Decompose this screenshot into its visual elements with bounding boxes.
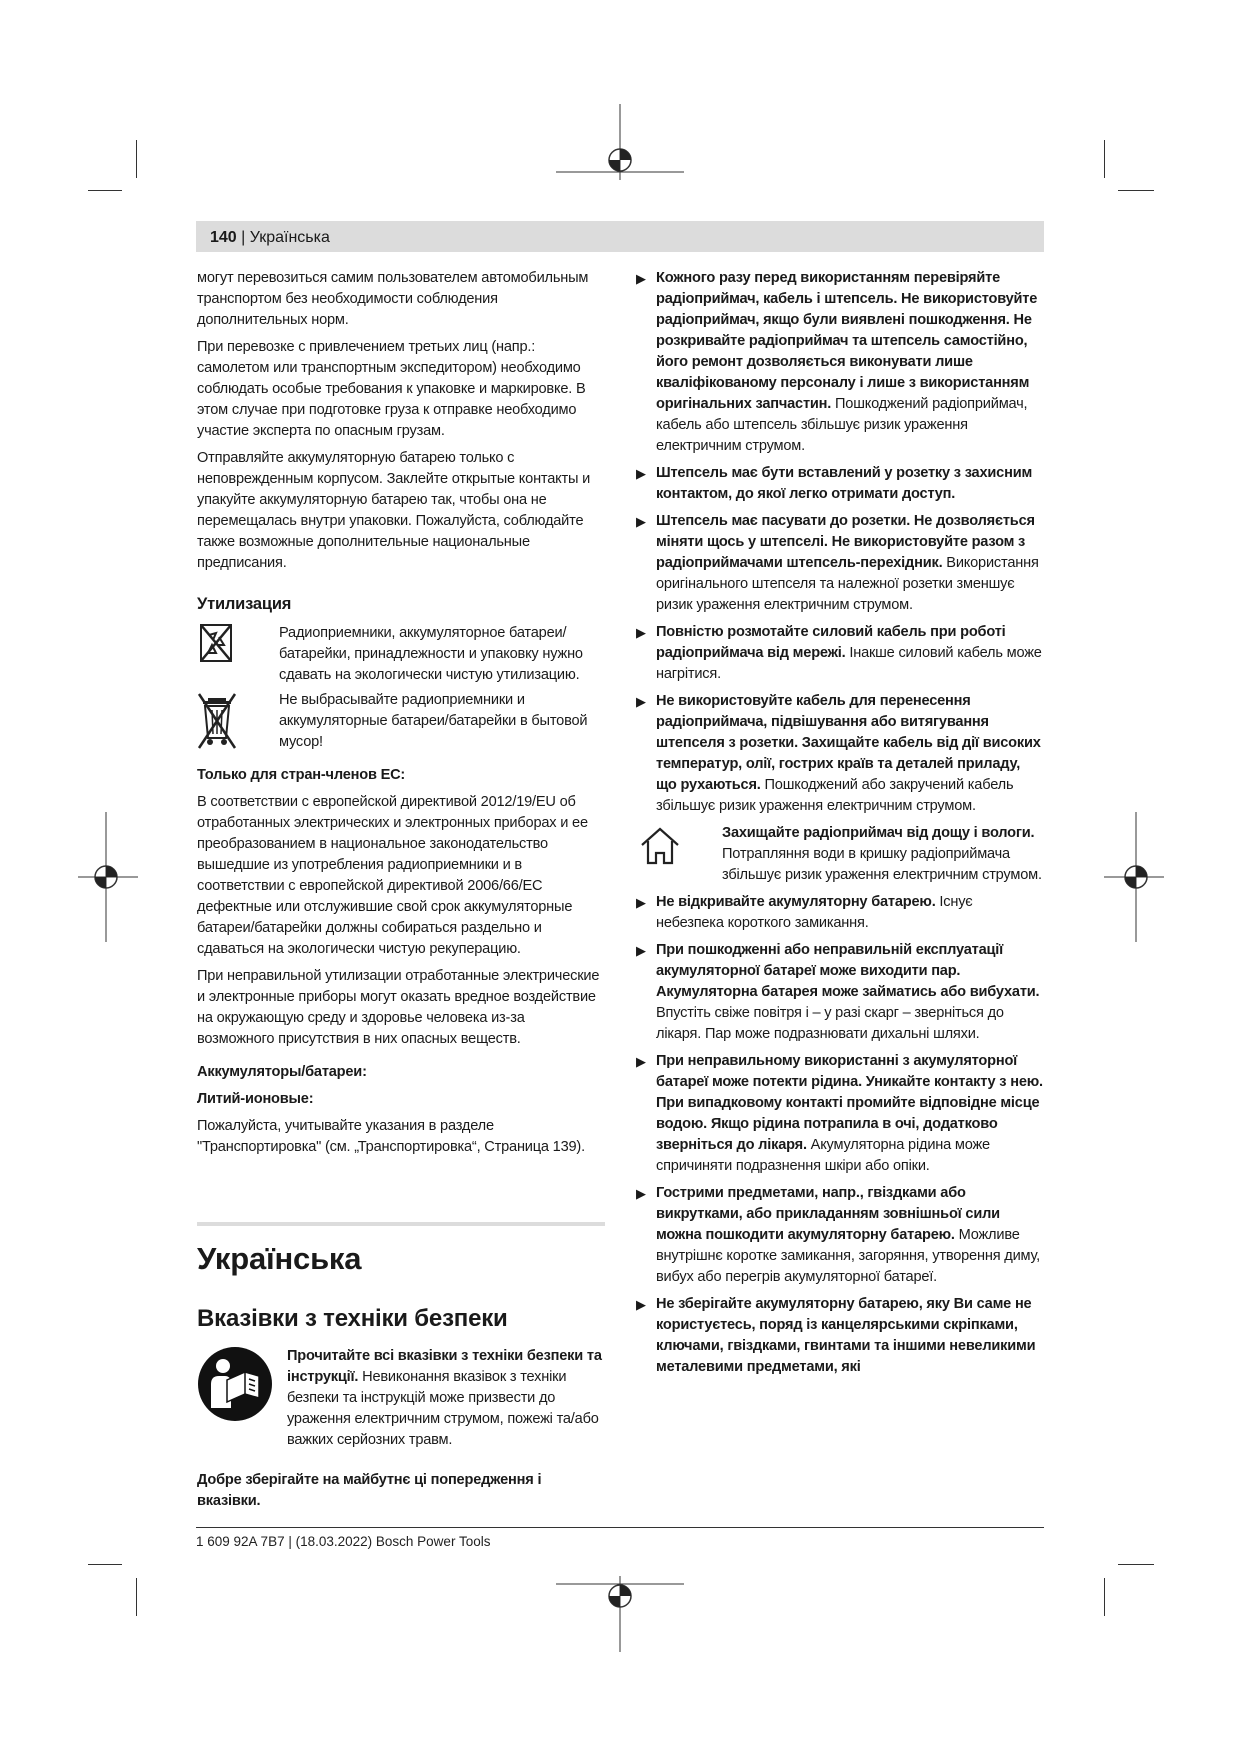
footer-rule [196, 1527, 1044, 1528]
bullet-text: Інакше силовий кабель може нагрітися. [656, 645, 1042, 682]
section-separator [197, 1222, 605, 1226]
transport-paragraph: Отправляйте аккумуляторную батарею только с неповрежденным корпусом. Заклейте открытые контакты и упакуйте аккумуляторную батарею так, чтобы она не перемещалась внутри упаковки. Пожалуйста, соблюдайте также возможные дополнительные национальные предписания. [197, 450, 591, 571]
bullet-text: Використання оригінального штепселя та належної розетки зменшує ризик ураження електричним струмом. [656, 555, 1039, 613]
safety-bullet [636, 1183, 1044, 1288]
registration-mark-icon [1104, 812, 1164, 942]
safety-bullet [636, 940, 1044, 1045]
keep-instructions: Добре зберігайте на майбутнє ці попередження і вказівки. [197, 1472, 542, 1509]
bullet-arrow-icon: ▶ [636, 625, 646, 640]
bullet-arrow-icon: ▶ [636, 514, 646, 529]
footer: 1 609 92A 7B7 | (18.03.2022) Bosch Power Tools [196, 1534, 491, 1549]
bullet-arrow-icon: ▶ [636, 466, 646, 481]
bullet-bold-text: При неправильному використанні з акумуляторної батареї може потекти рідина. Уникайте контакту з нею. При випадковому контакті промийте відповідне місце водою. Якщо рідина потрапила в очі, додатково зверніться до лікаря. [656, 1053, 1043, 1153]
moisture-warning-text: Потрапляння води в кришку радіоприймача збільшує ризик ураження електричним струмом. [722, 846, 1042, 883]
bullet-text: Акумуляторна рідина може спричиняти подразнення шкіри або опіки. [656, 1137, 990, 1174]
registration-mark-icon [78, 812, 138, 942]
liion-heading: Литий-ионовые: [197, 1091, 314, 1107]
bullet-arrow-icon: ▶ [636, 895, 646, 910]
registration-mark-icon [552, 1576, 688, 1652]
header-language: Українська [249, 229, 330, 246]
safety-intro-text [287, 1346, 605, 1451]
bullet-bold-text: Штепсель має пасувати до розетки. Не дозволяється міняти щось у штепселі. Не використовуйте разом з радіоприймачами штепсель-перехідник. [656, 513, 1035, 571]
bullet-bold-text: Гострими предметами, напр., гвіздками або викрутками, або прикладанням зовнішньої сили можна пошкодити акумуляторну батарею. [656, 1185, 1000, 1243]
bullet-bold-text: Штепсель має бути вставлений у розетку з захисним контактом, до якої легко отримати доступ. [656, 465, 1033, 502]
bullet-bold-text: Повністю розмотайте силовий кабель при роботі радіоприймача від мережі. [656, 624, 1006, 661]
disposal-bin-text: Не выбрасывайте радиоприемники и аккумуляторные батареи/батарейки в бытовой мусор! [279, 692, 588, 750]
crossed-out-bin-icon [197, 690, 237, 752]
right-column [636, 268, 1044, 1384]
bullet-arrow-icon: ▶ [636, 271, 646, 286]
house-indoor-icon [638, 825, 682, 867]
bullet-text: Існує небезпека короткого замикання. [656, 894, 973, 931]
bullet-arrow-icon: ▶ [636, 1054, 646, 1069]
bullet-text: Пошкоджений або закручений кабель збільшує ризик ураження електричним струмом. [656, 777, 1014, 814]
liion-paragraph: Пожалуйста, учитывайте указания в разделе "Транспортировка" (см. „Транспортировка“, Страница 139). [197, 1118, 585, 1155]
bullet-bold-text: При пошкодженні або неправильній експлуатації акумуляторної батареї може виходити пар. Акумуляторна батарея може займатись або вибухати. [656, 942, 1040, 1000]
page-header [210, 228, 330, 248]
read-manual-icon [197, 1346, 273, 1422]
transport-paragraph: При перевозке с привлечением третьих лиц (напр.: самолетом или транспортным экспедитором) необходимо соблюдать особые требования к упаковке и маркировке. В этом случае при подготовке груза к отправке необходимо участие эксперта по опасным грузам. [197, 339, 586, 439]
safety-bullet [636, 463, 1044, 505]
safety-intro-bold: Прочитайте всі вказівки з техніки безпеки та інструкції. [287, 1348, 602, 1385]
registration-mark-icon [552, 104, 688, 180]
bullet-bold-text: Не зберігайте акумуляторну батарею, яку Ви саме не користуєтесь, поряд із канцелярськими скріпками, ключами, гвіздками, гвинтами та іншими невеликими металевими предметами, які [656, 1296, 1036, 1375]
bullet-arrow-icon: ▶ [636, 694, 646, 709]
bullet-bold-text: Кожного разу перед використанням перевіряйте радіоприймач, кабель і штепсель. Не використовуйте радіоприймач, якщо були виявлені пошкодження. Не розкривайте радіоприймач та штепсель самостійно, його ремонт дозволяється виконувати лише кваліфікованому персоналу і лише з використанням оригінальних запчастин. [656, 270, 1038, 412]
eu-heading: Только для стран-членов ЕС: [197, 767, 406, 783]
safety-bullet [636, 511, 1044, 616]
bullet-arrow-icon: ▶ [636, 1186, 646, 1201]
safety-bullet [636, 1051, 1044, 1177]
safety-intro [197, 1346, 605, 1472]
moisture-warning-bold: Захищайте радіоприймач від дощу і вологи. [722, 825, 1035, 841]
bullet-arrow-icon: ▶ [636, 943, 646, 958]
section-title: Українська [197, 1241, 362, 1276]
disposal-bin-row [197, 690, 605, 759]
safety-bullet [636, 691, 1044, 817]
transport-paragraph: могут перевозиться самим пользователем автомобильным транспортом без необходимости соблюдения дополнительных норм. [197, 270, 589, 328]
eu-paragraph: В соответствии с европейской директивой 2012/19/EU об отработанных электрических и электронных приборах и ее преобразованием в национальное законодательство вышедшие из употребления радиоприемники и в соответствии с европейской директивой 2006/66/EC дефектные или отслужившие свой срок аккумуляторные батареи/батарейки должны собираться раздельно и сдаваться на экологически чистую рекуперацию. [197, 794, 588, 957]
safety-heading: Вказівки з техніки безпеки [197, 1305, 508, 1332]
bullet-arrow-icon: ▶ [636, 1297, 646, 1312]
safety-bullet [636, 268, 1044, 457]
page-number: 140 [210, 229, 237, 246]
left-column [197, 268, 605, 1518]
disposal-recycle-text: Радиоприемники, аккумуляторное батареи/батарейки, принадлежности и упаковку нужно сдавать на экологически чистую утилизацию. [279, 625, 583, 683]
eu-paragraph: При неправильной утилизации отработанные электрические и электронные приборы могут оказать вредное воздействие на окружающую среду и здоровье человека из-за возможного присутствия в них опасных веществ. [197, 968, 600, 1047]
batteries-heading: Аккумуляторы/батареи: [197, 1064, 367, 1080]
bullet-text: Можливе внутрішнє коротке замикання, загоряння, утворення диму, вибух або перегрів акумуляторної батареї. [656, 1227, 1041, 1285]
moisture-warning [636, 823, 1044, 886]
disposal-heading: Утилизация [197, 595, 292, 613]
header-separator: | [241, 229, 246, 246]
bullet-text: Пошкоджений радіоприймач, кабель або штепсель збільшує ризик ураження електричним струмом. [656, 396, 1028, 454]
bullet-text: Впустіть свіже повітря і – у разі скарг – зверніться до лікаря. Пар може подразнювати дихальні шляхи. [656, 1005, 1004, 1042]
safety-intro-rest: Невиконання вказівок з техніки безпеки та інструкцій може призвести до ураження електричним струмом, пожежі та/або важких серйозних травм. [287, 1369, 599, 1448]
bullet-bold-text: Не відкривайте акумуляторну батарею. [656, 894, 936, 910]
bullet-bold-text: Не використовуйте кабель для перенесення радіоприймача, підвішування або витягування штепселя з розетки. Захищайте кабель від дії високих температур, олії, гострих країв та деталей приладу, що рухаються. [656, 693, 1041, 793]
safety-bullet [636, 1294, 1044, 1378]
safety-bullet [636, 622, 1044, 685]
disposal-recycle-row [197, 623, 605, 686]
recycling-symbol-icon [199, 623, 233, 663]
safety-bullet [636, 892, 1044, 934]
